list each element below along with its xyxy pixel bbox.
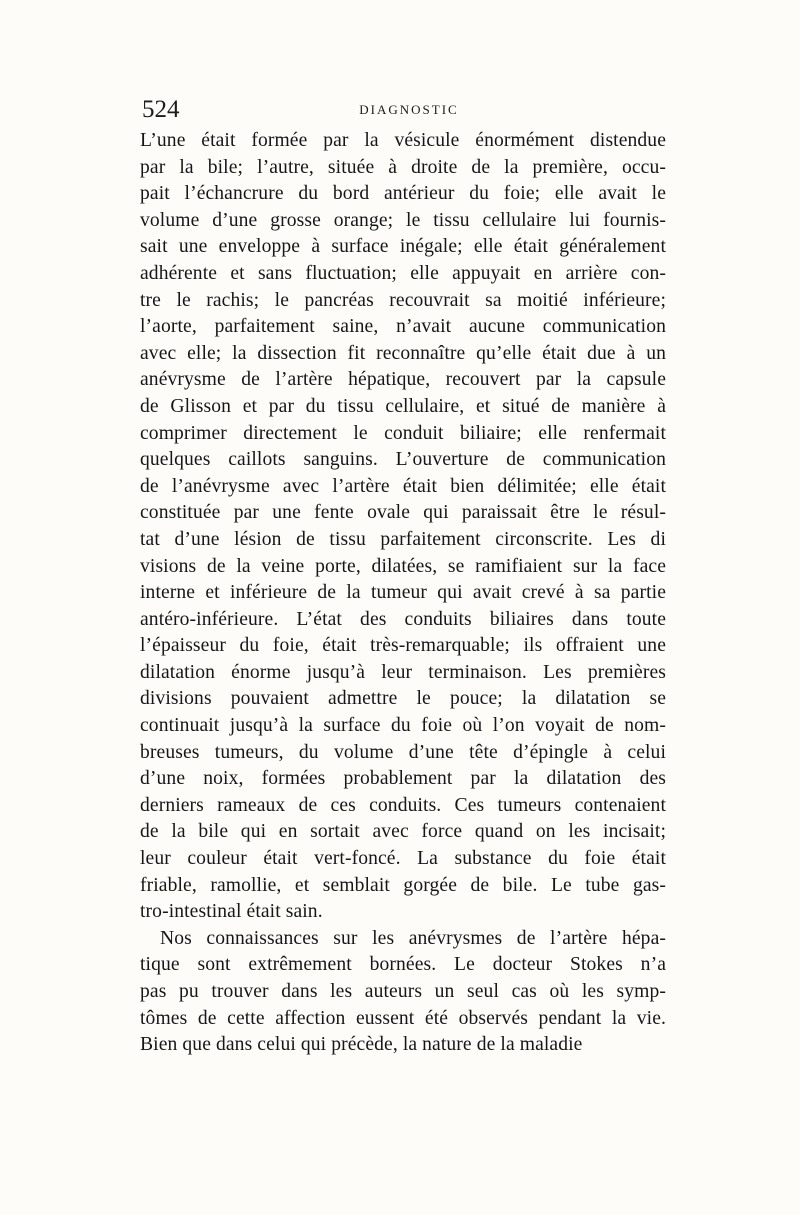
text-line: leur couleur était vert-foncé. La substance du foie était: [140, 848, 666, 870]
text-line: volume d’une grosse orange; le tissu cellulaire lui fournis-: [140, 209, 666, 231]
body-text: [140, 128, 666, 1059]
text-line: Bien que dans celui qui précède, la nature de la maladie: [140, 1034, 583, 1056]
text-line: dilatation énorme jusqu’à leur terminaison. Les premières: [140, 661, 666, 683]
text-line: avec elle; la dissection fit reconnaître qu’elle était due à un: [140, 342, 666, 364]
text-line: de Glisson et par du tissu cellulaire, et situé de manière à: [140, 395, 666, 417]
text-line: constituée par une fente ovale qui paraissait être le résul-: [140, 502, 666, 524]
text-line: tro-intestinal était sain.: [140, 901, 323, 923]
text-line: d’une noix, formées probablement par la dilatation des: [140, 768, 666, 790]
text-line: antéro-inférieure. L’état des conduits biliaires dans toute: [140, 608, 666, 630]
page-header: [142, 96, 676, 126]
text-line: tômes de cette affection eussent été observés pendant la vie.: [140, 1007, 666, 1029]
text-line: divisions pouvaient admettre le pouce; la dilatation se: [140, 688, 666, 710]
running-head: DIAGNOSTIC: [359, 102, 459, 117]
text-line: breuses tumeurs, du volume d’une tête d’épingle à celui: [140, 741, 666, 763]
text-line: anévrysme de l’artère hépatique, recouvert par la capsule: [140, 369, 666, 391]
text-line: tat d’une lésion de tissu parfaitement circonscrite. Les di: [140, 528, 666, 550]
text-line: l’aorte, parfaitement saine, n’avait aucune communication: [140, 316, 666, 338]
paragraph: [140, 128, 666, 926]
text-line: derniers rameaux de ces conduits. Ces tumeurs contenaient: [140, 794, 666, 816]
text-line: pas pu trouver dans les auteurs un seul cas où les symp-: [140, 981, 666, 1002]
text-line: par la bile; l’autre, située à droite de la première, occu-: [140, 156, 666, 178]
text-line: sait une enveloppe à surface inégale; elle était généralement: [140, 236, 666, 258]
text-line: adhérente et sans fluctuation; elle appuyait en arrière con-: [140, 262, 666, 284]
page-number: 524: [142, 96, 180, 123]
text-line: l’épaisseur du foie, était très-remarquable; ils offraient une: [140, 635, 666, 657]
text-line: de l’anévrysme avec l’artère était bien délimitée; elle était: [140, 475, 666, 497]
text-line: quelques caillots sanguins. L’ouverture de communication: [140, 449, 666, 471]
text-line: continuait jusqu’à la surface du foie où l’on voyait de nom-: [140, 715, 666, 737]
paragraph: [140, 926, 666, 1059]
text-line: tique sont extrêmement bornées. Le docteur Stokes n’a: [140, 954, 666, 976]
text-line: friable, ramollie, et semblait gorgée de bile. Le tube gas-: [140, 874, 666, 896]
text-line: comprimer directement le conduit biliaire; elle renfermait: [140, 422, 666, 444]
text-line: Nos connaissances sur les anévrysmes de l’artère hépa-: [160, 927, 666, 949]
text-line: interne et inférieure de la tumeur qui avait crevé à sa partie: [140, 582, 666, 604]
text-line: pait l’échancrure du bord antérieur du foie; elle avait le: [140, 183, 666, 205]
text-line: visions de la veine porte, dilatées, se ramifiaient sur la face: [140, 555, 666, 577]
text-line: de la bile qui en sortait avec force quand on les incisait;: [140, 821, 666, 843]
text-line: L’une était formée par la vésicule énormément distendue: [140, 130, 666, 151]
text-line: tre le rachis; le pancréas recouvrait sa moitié inférieure;: [140, 289, 666, 311]
